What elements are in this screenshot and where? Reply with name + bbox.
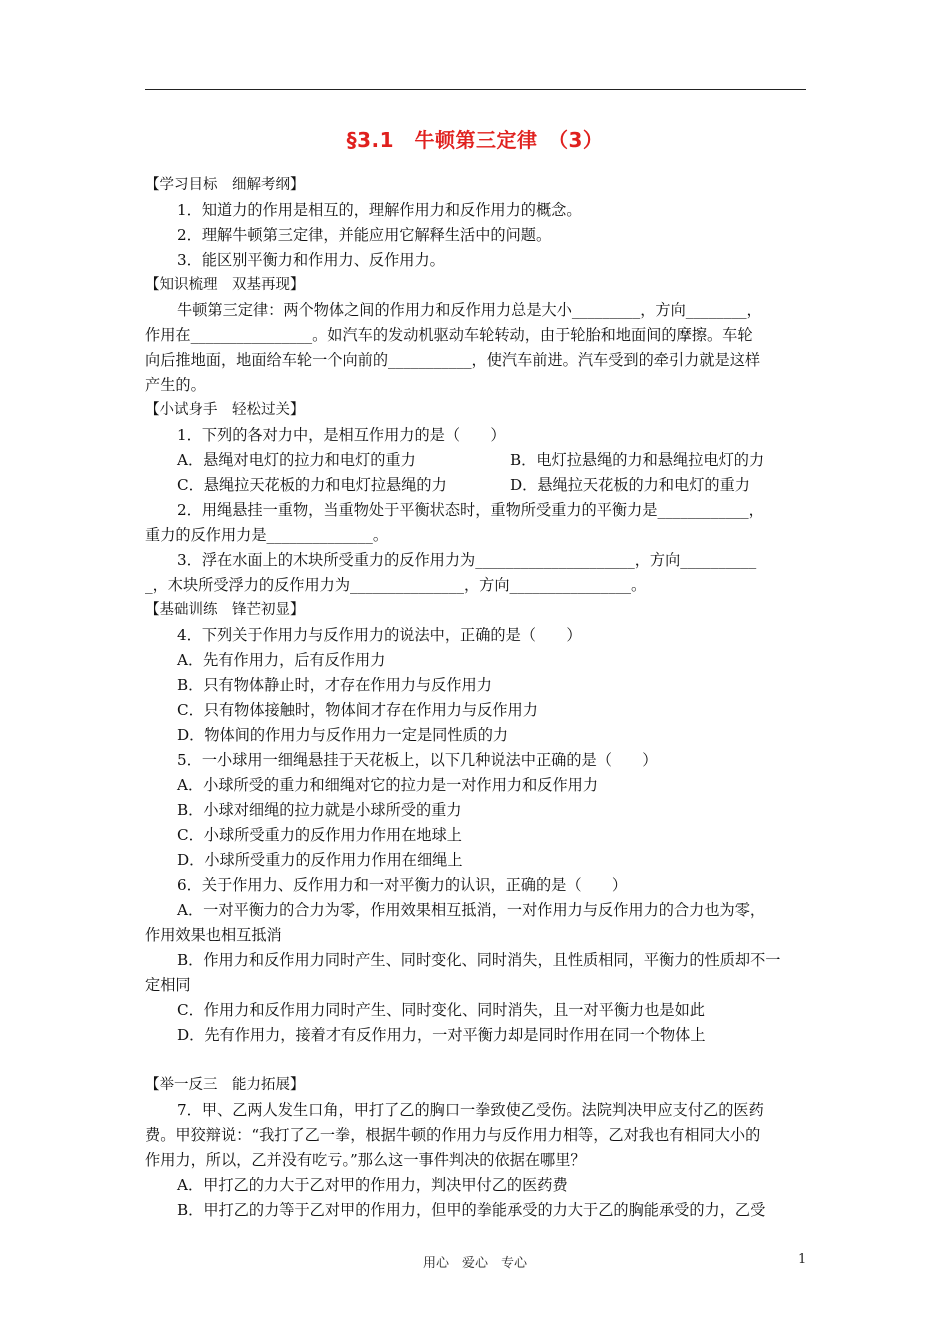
question-1-options-cd	[145, 473, 806, 498]
question-4-option-a: A．先有作用力，后有反作用力	[177, 651, 386, 669]
section-heading-trial: 【小试身手 轻松过关】	[145, 402, 305, 418]
question-7-line-2: 费。甲狡辩说：“我打了乙一拳，根据牛顿的作用力与反作用力相等，乙对我也有相同大小的	[145, 1126, 761, 1144]
knowledge-line-3: 向后推地面，地面给车轮一个向前的___________，使汽车前进。汽车受到的牵引力就是这样	[145, 351, 761, 369]
goal-item-1: 1．知道力的作用是相互的，理解作用力和反作用力的概念。	[177, 201, 582, 219]
question-1-option-b: B．电灯拉悬绳的力和悬绳拉电灯的力	[510, 451, 765, 469]
question-5-option-a: A．小球所受的重力和细绳对它的拉力是一对作用力和反作用力	[177, 776, 599, 794]
question-2-line-2: 重力的反作用力是______________。	[145, 526, 388, 544]
question-6-option-c: C．作用力和反作用力同时产生、同时变化、同时消失，且一对平衡力也是如此	[177, 1001, 705, 1019]
question-5-option-b: B．小球对细绳的拉力就是小球所受的重力	[177, 801, 462, 819]
question-4-option-d: D．物体间的作用力与反作用力一定是同性质的力	[177, 726, 509, 744]
question-6-option-d: D．先有作用力，接着才有反作用力，一对平衡力却是同时作用在同一个物体上	[177, 1026, 706, 1044]
question-4-option-b: B．只有物体静止时，才存在作用力与反作用力	[177, 676, 492, 694]
question-1-option-d: D．悬绳拉天花板的力和电灯的重力	[510, 476, 750, 494]
question-7-line-3: 作用力，所以，乙并没有吃亏。”那么这一事件判决的依据在哪里？	[145, 1151, 586, 1169]
question-1-stem: 1．下列的各对力中，是相互作用力的是（ ）	[177, 426, 506, 444]
question-4-stem: 4．下列关于作用力与反作用力的说法中，正确的是（ ）	[177, 626, 582, 644]
page-number: 1	[798, 1252, 807, 1267]
knowledge-line-1: 牛顿第三定律：两个物体之间的作用力和反作用力总是大小_________，方向________，	[177, 301, 762, 319]
page-title: §3.1 牛顿第三定律 （3）	[346, 128, 604, 152]
section-heading-goals: 【学习目标 细解考纲】	[145, 177, 305, 193]
question-5-stem: 5．一小球用一细绳悬挂于天花板上，以下几种说法中正确的是（ ）	[177, 751, 658, 769]
question-7-line-1: 7．甲、乙两人发生口角，甲打了乙的胸口一拳致使乙受伤。法院判决甲应支付乙的医药	[177, 1101, 764, 1119]
question-6-option-a-line-2: 作用效果也相互抵消	[145, 926, 282, 944]
section-heading-extend: 【举一反三 能力拓展】	[145, 1077, 305, 1093]
page-footer: 用心 爱心 专心	[422, 1256, 527, 1271]
knowledge-line-2: 作用在________________。如汽车的发动机驱动车轮转动，由于轮胎和地面间的摩擦。车轮	[145, 326, 753, 344]
spacer	[145, 1048, 806, 1073]
question-2-line-1: 2．用绳悬挂一重物，当重物处于平衡状态时，重物所受重力的平衡力是____________，	[177, 501, 764, 519]
goal-item-2: 2．理解牛顿第三定律，并能应用它解释生活中的问题。	[177, 226, 552, 244]
question-1-option-c: C．悬绳拉天花板的力和电灯拉悬绳的力	[177, 476, 447, 494]
question-1-options-ab	[145, 448, 806, 473]
question-7-option-b: B．甲打乙的力等于乙对甲的作用力，但甲的拳能承受的力大于乙的胸能承受的力，乙受	[177, 1201, 766, 1219]
question-3-line-2: _，木块所受浮力的反作用力为_______________，方向________________。	[145, 576, 647, 594]
question-5-option-c: C．小球所受重力的反作用力作用在地球上	[177, 826, 462, 844]
goal-item-3: 3．能区别平衡力和作用力、反作用力。	[177, 251, 445, 269]
section-heading-basic: 【基础训练 锋芒初显】	[145, 602, 305, 618]
section-heading-knowledge: 【知识梳理 双基再现】	[145, 277, 305, 293]
question-5-option-d: D．小球所受重力的反作用力作用在细绳上	[177, 851, 463, 869]
header-rule	[145, 89, 806, 90]
question-3-line-1: 3．浮在水面上的木块所受重力的反作用力为_____________________，方向__________	[177, 551, 757, 569]
question-6-option-b-line-2: 定相同	[145, 976, 191, 994]
question-6-stem: 6．关于作用力、反作用力和一对平衡力的认识，正确的是（ ）	[177, 876, 628, 894]
knowledge-line-4: 产生的。	[145, 376, 206, 394]
question-1-option-a: A．悬绳对电灯的拉力和电灯的重力	[177, 451, 416, 469]
question-6-option-b-line-1: B．作用力和反作用力同时产生、同时变化、同时消失，且性质相同，平衡力的性质却不一	[177, 951, 781, 969]
question-4-option-c: C．只有物体接触时，物体间才存在作用力与反作用力	[177, 701, 538, 719]
question-7-option-a: A．甲打乙的力大于乙对甲的作用力，判决甲付乙的医药费	[177, 1176, 568, 1194]
question-6-option-a-line-1: A．一对平衡力的合力为零，作用效果相互抵消，一对作用力与反作用力的合力也为零，	[177, 901, 766, 919]
document-body	[145, 173, 806, 1223]
